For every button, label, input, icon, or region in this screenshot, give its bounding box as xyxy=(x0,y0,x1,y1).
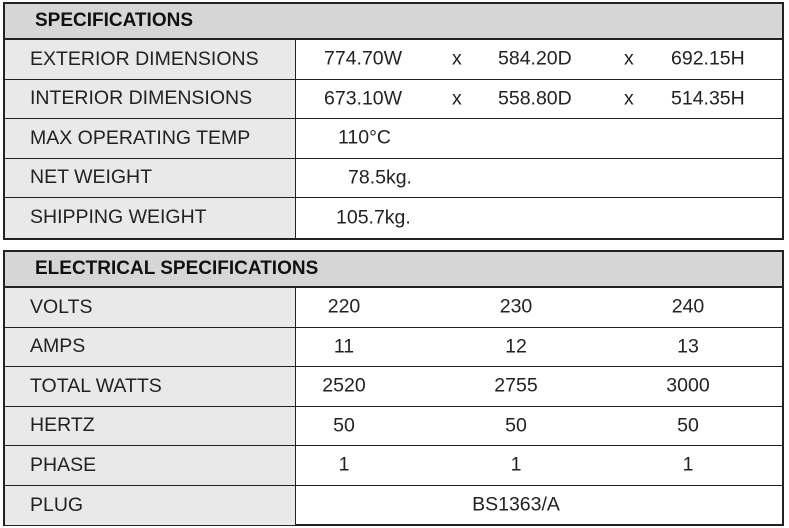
table-row-plug xyxy=(5,486,782,526)
electrical-specifications-table xyxy=(3,250,784,526)
separator-x: x xyxy=(452,47,462,70)
row-label: PHASE xyxy=(5,446,296,485)
row-label: EXTERIOR DIMENSIONS xyxy=(5,40,296,79)
table-row-interior-dimensions xyxy=(5,80,782,120)
value-col-1: 50 xyxy=(333,414,355,437)
width-value: 774.70W xyxy=(324,47,403,70)
row-values xyxy=(296,446,782,485)
separator-x: x xyxy=(624,87,634,110)
table-row-max-operating-temp xyxy=(5,119,782,159)
table-row-exterior-dimensions xyxy=(5,40,782,80)
row-label: HERTZ xyxy=(5,407,296,446)
electrical-specifications-header: ELECTRICAL SPECIFICATIONS xyxy=(5,252,782,288)
plug-value: BS1363/A xyxy=(472,493,560,516)
row-label: AMPS xyxy=(5,328,296,367)
depth-value: 584.20D xyxy=(498,47,572,70)
table-row-volts xyxy=(5,288,782,328)
row-values xyxy=(296,40,782,79)
row-values xyxy=(296,407,782,446)
height-value: 692.15H xyxy=(671,47,745,70)
specifications-table xyxy=(3,2,784,240)
value-col-1: 11 xyxy=(333,335,355,358)
separator-x: x xyxy=(452,87,462,110)
row-label: PLUG xyxy=(5,486,296,526)
value-col-3: 240 xyxy=(671,295,705,318)
row-values xyxy=(296,80,782,119)
temperature-value: 110°C xyxy=(338,126,391,149)
value-col-2: 50 xyxy=(505,414,527,437)
separator-x: x xyxy=(624,47,634,70)
row-label: INTERIOR DIMENSIONS xyxy=(5,80,296,119)
row-values xyxy=(296,367,782,406)
value-col-3: 50 xyxy=(677,414,699,437)
row-label: SHIPPING WEIGHT xyxy=(5,198,296,238)
row-values xyxy=(296,159,782,198)
row-values xyxy=(296,198,782,238)
value-col-3: 13 xyxy=(677,335,699,358)
depth-value: 558.80D xyxy=(498,87,572,110)
row-values xyxy=(296,119,782,158)
value-col-3: 3000 xyxy=(666,374,710,397)
table-row-total-watts xyxy=(5,367,782,407)
table-row-shipping-weight xyxy=(5,198,782,238)
row-values xyxy=(296,486,782,526)
table-row-hertz xyxy=(5,407,782,447)
value-col-2: 2755 xyxy=(494,374,538,397)
row-label: TOTAL WATTS xyxy=(5,367,296,406)
width-value: 673.10W xyxy=(324,87,403,110)
table-row-phase xyxy=(5,446,782,486)
row-values xyxy=(296,288,782,327)
row-values xyxy=(296,328,782,367)
specifications-header: SPECIFICATIONS xyxy=(5,4,782,40)
net-weight-value: 78.5kg. xyxy=(348,166,412,189)
value-col-2: 12 xyxy=(505,335,527,358)
value-col-3: 1 xyxy=(682,453,694,476)
value-col-1: 1 xyxy=(338,453,350,476)
table-row-amps xyxy=(5,328,782,368)
row-label: NET WEIGHT xyxy=(5,159,296,198)
shipping-weight-value: 105.7kg. xyxy=(336,206,411,229)
row-label: VOLTS xyxy=(5,288,296,327)
table-row-net-weight xyxy=(5,159,782,199)
value-col-1: 2520 xyxy=(322,374,366,397)
height-value: 514.35H xyxy=(671,87,745,110)
value-col-2: 1 xyxy=(510,453,522,476)
row-label: MAX OPERATING TEMP xyxy=(5,119,296,158)
value-col-2: 230 xyxy=(499,295,533,318)
value-col-1: 220 xyxy=(327,295,361,318)
